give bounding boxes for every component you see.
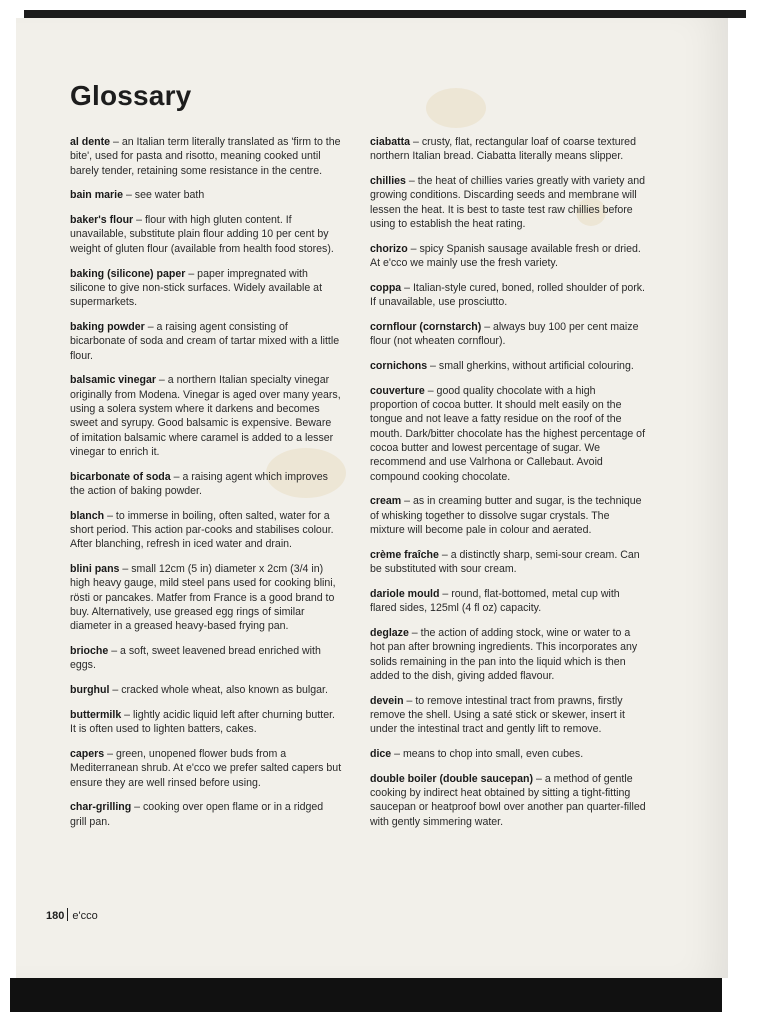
glossary-entry	[70, 320, 342, 363]
term-dash: –	[407, 242, 420, 255]
page-number: 180	[46, 910, 65, 922]
glossary-definition: to remove intestinal tract from prawns, firstly remove the shell. Using a saté stick or skewer, insert it under the intestinal tract and gently lift to remove.	[370, 694, 625, 736]
glossary-term: dariole mould	[370, 587, 440, 600]
scan-border-bottom	[10, 978, 722, 1012]
term-dash: –	[110, 136, 122, 148]
glossary-definition: crusty, flat, rectangular loaf of coarse textured northern Italian bread. Ciabatta literally means slipper.	[370, 136, 636, 163]
glossary-term: balsamic vinegar	[70, 374, 156, 387]
glossary-entry	[370, 281, 646, 310]
glossary-entry	[370, 587, 646, 616]
glossary-term: baking powder	[70, 320, 145, 333]
glossary-entry	[370, 384, 646, 484]
term-dash: –	[424, 384, 437, 397]
term-dash: –	[185, 267, 198, 280]
page-footer	[46, 908, 98, 922]
glossary-entry	[70, 644, 342, 673]
term-dash: –	[410, 136, 422, 148]
page-title: Glossary	[70, 80, 192, 111]
glossary-definition: small 12cm (5 in) diameter x 2cm (3/4 in) high heavy gauge, mild steel pans used for cooking blini, rösti or pancakes. Matfer from France is a good brand to buy. Alternatively, use greased egg rings of similar diameter in a greased heavy-based frying pan.	[70, 563, 336, 633]
glossary-term: chorizo	[370, 242, 408, 255]
term-dash: –	[133, 214, 145, 227]
glossary-definition: lightly acidic liquid left after churning butter. It is often used to lighten batters, cakes.	[70, 709, 335, 736]
glossary-definition: small gherkins, without artificial colouring.	[438, 360, 634, 373]
glossary-definition: a soft, sweet leavened bread enriched with eggs.	[70, 645, 321, 672]
glossary-definition: to immerse in boiling, often salted, water for a short period. This action par-cooks and stabilises colour. After blanching, refresh in iced water and drain.	[70, 509, 334, 551]
glossary-definition: means to chop into small, even cubes.	[402, 748, 584, 761]
glossary-entry	[370, 772, 646, 829]
scan-border-top	[24, 10, 746, 18]
term-dash: –	[438, 548, 451, 561]
glossary-definition: a method of gentle cooking by indirect heat obtained by sitting a tight-fitting saucepan or heatproof bowl over another pan quarter-filled with gently simmering water.	[370, 772, 646, 828]
term-dash: –	[403, 694, 416, 707]
glossary-definition: green, unopened flower buds from a Mediterranean shrub. At e'cco we prefer salted capers but ensure they are well rinsed before using.	[70, 748, 342, 789]
glossary-term: bain marie	[70, 189, 123, 202]
glossary-definition: cooking over open flame or in a ridged grill pan.	[70, 801, 324, 828]
glossary-definition: cracked whole wheat, also known as bulgar.	[121, 684, 328, 697]
glossary-definition: good quality chocolate with a high proportion of cocoa butter. It should melt easily on the tongue and not leave a fatty residue on the roof of the mouth. Dark/bitter chocolate has the highest percentage of cocoa butter and lowest percentage of sugar. We recommend and use Valrhona or Callebaut. Avoid compound cooking chocolate.	[370, 384, 646, 483]
glossary-definition: a raising agent consisting of bicarbonate of soda and cream of tartar mixed with a little flour.	[70, 320, 340, 362]
glossary-term: blini pans	[70, 563, 120, 576]
term-dash: –	[123, 189, 135, 202]
term-dash: –	[401, 281, 413, 294]
glossary-entry	[370, 494, 646, 537]
glossary-entry	[70, 188, 342, 202]
term-dash: –	[439, 587, 452, 600]
glossary-term: double boiler (double saucepan)	[370, 772, 534, 785]
term-dash: –	[401, 495, 413, 508]
term-dash: –	[533, 772, 545, 785]
term-dash: –	[155, 374, 168, 387]
glossary-entry	[370, 174, 646, 231]
glossary-term: burghul	[70, 684, 110, 697]
glossary-definition: Italian-style cured, boned, rolled shoulder of pork. If unavailable, use prosciutto.	[370, 281, 646, 309]
glossary-definition: a northern Italian specialty vinegar originally from Modena. Vinegar is aged over many years, using a solera system where it darkens and becomes sweet and syrupy. Good balsamic is expensive. Beware of imitation balsamic where caramel is added to a lesser vinegar to enrich it.	[70, 374, 341, 458]
glossary-term: baker's flour	[70, 214, 134, 227]
glossary-term: devein	[370, 694, 404, 707]
glossary-entry	[70, 708, 342, 737]
term-dash: –	[104, 509, 116, 522]
glossary-term: blanch	[70, 509, 105, 522]
book-name: e'cco	[72, 910, 98, 922]
glossary-term: cornflour (cornstarch)	[370, 320, 482, 333]
glossary-term: cream	[370, 495, 402, 508]
term-dash: –	[119, 563, 132, 576]
term-dash: –	[108, 645, 121, 658]
glossary-definition: round, flat-bottomed, metal cup with flared sides, 125ml (4 fl oz) capacity.	[370, 587, 620, 615]
term-dash: –	[405, 175, 418, 188]
paper-stain	[426, 88, 486, 128]
glossary-entry	[70, 373, 342, 459]
term-dash: –	[121, 709, 133, 721]
footer-divider	[67, 908, 68, 921]
glossary-entry	[70, 747, 342, 790]
glossary-definition: as in creaming butter and sugar, is the technique of whisking together to dissolve sugar crystals. The mixture will become pale in colour and aerated.	[370, 495, 642, 537]
term-dash: –	[104, 748, 116, 761]
glossary-term: cornichons	[370, 360, 428, 373]
glossary-definition: paper impregnated with silicone to give non-stick surfaces. Widely available at supermarkets.	[70, 267, 323, 309]
glossary-right-column	[370, 135, 646, 840]
glossary-entry	[70, 683, 342, 697]
glossary-entry	[370, 135, 646, 164]
glossary-term: coppa	[370, 281, 402, 294]
glossary-term: ciabatta	[370, 136, 411, 148]
term-dash: –	[391, 748, 403, 761]
glossary-entry	[70, 213, 342, 256]
glossary-term: dice	[370, 748, 392, 761]
glossary-definition: the action of adding stock, wine or water to a hot pan after browning ingredients. This incorporates any solids remaining in the pan into the liquid which is then added to the dish, giving added flavour.	[370, 627, 638, 682]
term-dash: –	[170, 470, 183, 483]
glossary-term: deglaze	[370, 627, 409, 640]
glossary-definition: spicy Spanish sausage available fresh or dried. At e'cco we mainly use the fresh variety.	[370, 242, 641, 270]
term-dash: –	[427, 360, 439, 373]
glossary-term: brioche	[70, 645, 109, 658]
glossary-entry	[70, 267, 342, 310]
glossary-entry	[370, 548, 646, 577]
glossary-term: al dente	[70, 136, 111, 148]
glossary-term: bicarbonate of soda	[70, 470, 171, 483]
glossary-entry	[370, 747, 646, 761]
glossary-entry	[70, 470, 342, 499]
glossary-entry	[370, 242, 646, 271]
glossary-term: capers	[70, 748, 105, 761]
glossary-entry	[70, 800, 342, 829]
term-dash: –	[144, 320, 157, 333]
term-dash: –	[131, 801, 143, 814]
glossary-entry	[70, 562, 342, 633]
glossary-definition: flour with high gluten content. If unavailable, substitute plain flour adding 10 per cent by weight of gluten flour (available from health food stores).	[70, 214, 334, 255]
glossary-entry	[70, 509, 342, 552]
glossary-term: buttermilk	[70, 709, 122, 721]
glossary-definition: an Italian term literally translated as 'firm to the bite', used for pasta and risotto, meaning cooked until barely tender, retaining some resistance in the centre.	[70, 136, 341, 177]
glossary-entry	[370, 694, 646, 737]
glossary-term: baking (silicone) paper	[70, 267, 186, 280]
glossary-term: crème fraîche	[370, 548, 439, 561]
term-dash: –	[408, 627, 421, 640]
term-dash: –	[109, 684, 122, 697]
glossary-entry	[370, 359, 646, 373]
glossary-entry	[370, 626, 646, 683]
glossary-definition: a raising agent which improves the action of baking powder.	[70, 470, 328, 497]
glossary-definition: a distinctly sharp, semi-sour cream. Can be substituted with sour cream.	[370, 548, 640, 576]
glossary-term: chillies	[370, 175, 406, 188]
glossary-term: couverture	[370, 384, 425, 397]
glossary-entry	[370, 320, 646, 349]
glossary-definition: see water bath	[134, 189, 205, 202]
glossary-definition: always buy 100 per cent maize flour (not wheaten cornflour).	[370, 320, 639, 348]
glossary-definition: the heat of chillies varies greatly with variety and growing conditions. Discarding seeds and membrane will lessen the heat. It is best to taste test raw chillies before using to establish the heat rating.	[370, 175, 645, 230]
glossary-entry	[70, 135, 342, 178]
glossary-term: char-grilling	[70, 801, 132, 814]
term-dash: –	[481, 320, 494, 333]
glossary-left-column	[70, 135, 342, 840]
